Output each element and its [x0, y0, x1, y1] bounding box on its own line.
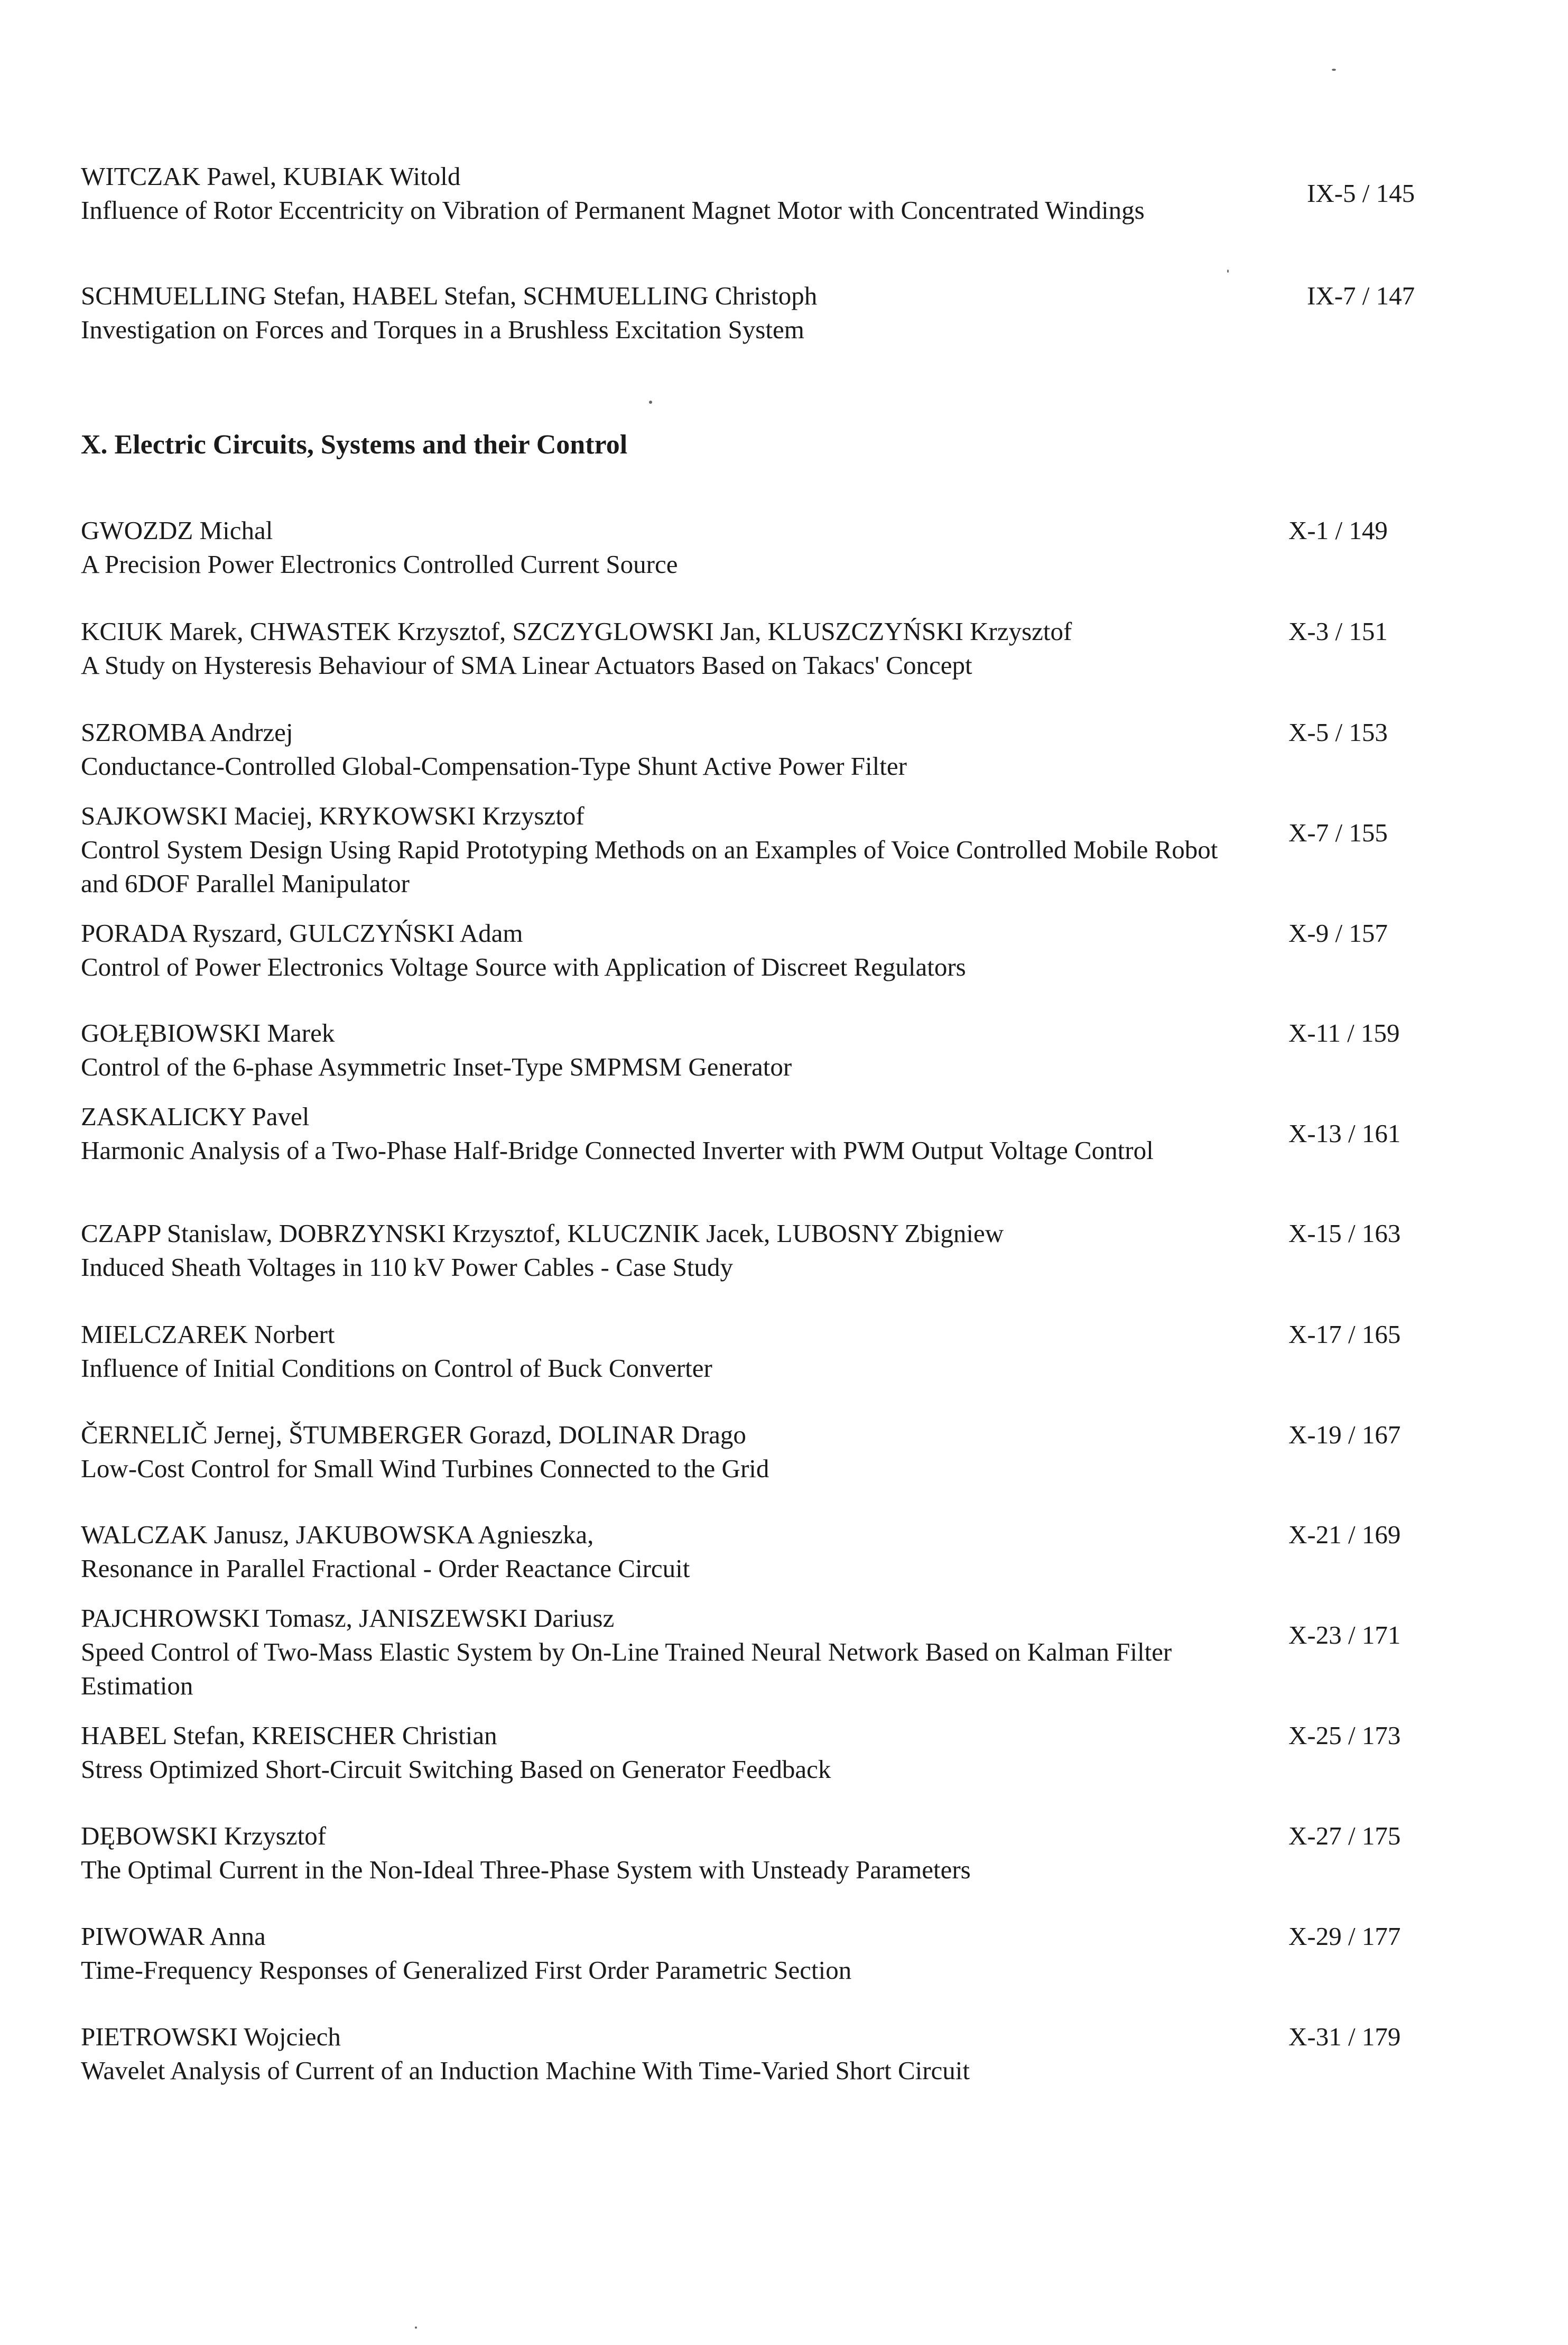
entry-authors: WITCZAK Pawel, KUBIAK Witold: [81, 162, 461, 191]
entry-authors: PORADA Ryszard, GULCZYŃSKI Adam: [81, 919, 523, 948]
entry-page-ref: X-27 / 175: [1288, 1821, 1401, 1850]
entry-page-ref: X-9 / 157: [1288, 919, 1388, 948]
toc-entry: [81, 1100, 1413, 1167]
entry-title: Control System Design Using Rapid Prototyping Methods on an Examples of Voice Controlled Mobile Robot and 6DOF Parallel Manipulator: [81, 835, 1218, 898]
entry-title: Resonance in Parallel Fractional - Order Reactance Circuit: [81, 1554, 690, 1583]
entry-authors: PIWOWAR Anna: [81, 1922, 266, 1951]
entry-title: Harmonic Analysis of a Two-Phase Half-Bridge Connected Inverter with PWM Output Voltage Control: [81, 1136, 1154, 1165]
toc-entry: [81, 1518, 1413, 1586]
entry-authors: GWOZDZ Michal: [81, 516, 273, 545]
toc-entry: [81, 916, 1413, 984]
entry-authors: SCHMUELLING Stefan, HABEL Stefan, SCHMUELLING Christoph: [81, 281, 818, 310]
scan-speck: [415, 2327, 417, 2329]
entry-title: Influence of Initial Conditions on Control of Buck Converter: [81, 1354, 712, 1383]
entry-authors: SZROMBA Andrzej: [81, 718, 293, 747]
entry-title: Control of the 6-phase Asymmetric Inset-Type SMPMSM Generator: [81, 1052, 792, 1081]
entry-page-ref: X-17 / 165: [1288, 1320, 1401, 1349]
entry-authors: SAJKOWSKI Maciej, KRYKOWSKI Krzysztof: [81, 801, 584, 830]
entry-authors: PAJCHROWSKI Tomasz, JANISZEWSKI Dariusz: [81, 1604, 615, 1633]
toc-entry: [81, 2020, 1413, 2088]
entry-authors: WALCZAK Janusz, JAKUBOWSKA Agnieszka,: [81, 1520, 594, 1549]
toc-entry: [81, 1217, 1413, 1284]
entry-title: Wavelet Analysis of Current of an Induction Machine With Time-Varied Short Circuit: [81, 2056, 970, 2085]
entry-authors: PIETROWSKI Wojciech: [81, 2022, 341, 2051]
scan-speck: [1227, 270, 1229, 273]
entry-page-ref: IX-5 / 145: [1307, 179, 1415, 208]
entry-page-ref: X-23 / 171: [1288, 1620, 1401, 1649]
entry-page-ref: X-15 / 163: [1288, 1219, 1401, 1248]
entry-authors: CZAPP Stanislaw, DOBRZYNSKI Krzysztof, KLUCZNIK Jacek, LUBOSNY Zbigniew: [81, 1219, 1004, 1248]
toc-entry: [81, 514, 1413, 581]
entry-title: Stress Optimized Short-Circuit Switching Based on Generator Feedback: [81, 1755, 831, 1784]
toc-entry: [81, 1418, 1413, 1486]
entry-title: Speed Control of Two-Mass Elastic System by On-Line Trained Neural Network Based on Kalman Filter Estimation: [81, 1637, 1172, 1700]
toc-entry: [81, 1719, 1413, 1786]
toc-entry: [81, 799, 1413, 901]
entry-page-ref: X-3 / 151: [1288, 617, 1388, 646]
entry-title: Influence of Rotor Eccentricity on Vibration of Permanent Magnet Motor with Concentrated Windings: [81, 196, 1145, 225]
scan-speck: [1332, 69, 1336, 71]
entry-authors: MIELCZAREK Norbert: [81, 1320, 335, 1349]
entry-title: Control of Power Electronics Voltage Source with Application of Discreet Regulators: [81, 952, 966, 981]
entry-page-ref: X-7 / 155: [1288, 818, 1388, 847]
entry-page-ref: X-29 / 177: [1288, 1922, 1401, 1951]
entry-authors: ČERNELIČ Jernej, ŠTUMBERGER Gorazd, DOLINAR Drago: [81, 1420, 746, 1449]
toc-entry: [81, 1920, 1413, 1987]
toc-entry: [81, 279, 1413, 347]
toc-entry: [81, 716, 1413, 783]
entry-page-ref: X-11 / 159: [1288, 1018, 1400, 1048]
scan-speck: [649, 401, 652, 404]
entry-page-ref: X-1 / 149: [1288, 516, 1388, 545]
entry-title: The Optimal Current in the Non-Ideal Three-Phase System with Unsteady Parameters: [81, 1855, 971, 1884]
entry-authors: KCIUK Marek, CHWASTEK Krzysztof, SZCZYGLOWSKI Jan, KLUSZCZYŃSKI Krzysztof: [81, 617, 1072, 646]
entry-title: Low-Cost Control for Small Wind Turbines Connected to the Grid: [81, 1454, 769, 1483]
entry-title: A Precision Power Electronics Controlled Current Source: [81, 550, 678, 579]
entry-page-ref: X-13 / 161: [1288, 1119, 1401, 1148]
entry-page-ref: X-25 / 173: [1288, 1721, 1401, 1750]
entry-page-ref: X-21 / 169: [1288, 1520, 1401, 1549]
entry-authors: DĘBOWSKI Krzysztof: [81, 1821, 327, 1850]
entry-authors: GOŁĘBIOWSKI Marek: [81, 1018, 335, 1048]
toc-entry: [81, 1819, 1413, 1887]
entry-page-ref: X-5 / 153: [1288, 718, 1388, 747]
toc-entry: [81, 1016, 1413, 1084]
entry-authors: HABEL Stefan, KREISCHER Christian: [81, 1721, 497, 1750]
entry-title: Investigation on Forces and Torques in a Brushless Excitation System: [81, 315, 804, 344]
section-heading: X. Electric Circuits, Systems and their Control: [81, 430, 628, 460]
entry-title: Induced Sheath Voltages in 110 kV Power Cables - Case Study: [81, 1253, 733, 1282]
entry-authors: ZASKALICKY Pavel: [81, 1102, 310, 1131]
toc-entry: [81, 1318, 1413, 1385]
toc-entry: [81, 615, 1413, 682]
toc-entry: [81, 160, 1413, 227]
entry-page-ref: X-31 / 179: [1288, 2022, 1401, 2051]
entry-title: A Study on Hysteresis Behaviour of SMA Linear Actuators Based on Takacs' Concept: [81, 651, 972, 680]
entry-page-ref: IX-7 / 147: [1307, 281, 1415, 310]
entry-title: Conductance-Controlled Global-Compensation-Type Shunt Active Power Filter: [81, 752, 907, 781]
entry-title: Time-Frequency Responses of Generalized First Order Parametric Section: [81, 1955, 852, 1985]
entry-page-ref: X-19 / 167: [1288, 1420, 1401, 1449]
toc-entry: [81, 1601, 1413, 1703]
